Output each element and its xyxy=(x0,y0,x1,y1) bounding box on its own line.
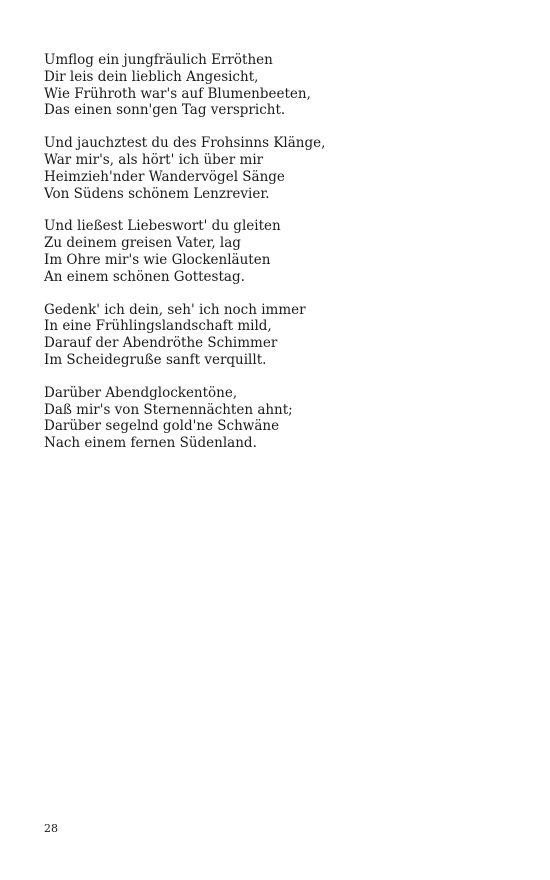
poem-line: Von Südens schönem Lenzrevier. xyxy=(44,185,270,202)
poem-line: Und ließest Liebeswort' du gleiten xyxy=(44,218,281,235)
poem-line: Zu deinem greisen Vater, lag xyxy=(44,235,241,252)
poem-line: In eine Frühlingslandschaft mild, xyxy=(44,318,272,335)
poem-line: Das einen sonn'gen Tag verspricht. xyxy=(44,102,286,119)
poem-line: Umflog ein jungfräulich Erröthen xyxy=(44,52,273,68)
poem-line: Wie Frühroth war's auf Blumenbeeten, xyxy=(44,85,311,102)
poem-line: Und jauchztest du des Frohsinns Klänge, xyxy=(44,135,326,152)
poem-line: Gedenk' ich dein, seh' ich noch immer xyxy=(44,301,306,318)
poem-line: Darüber Abendglockentöne, xyxy=(44,384,238,401)
poem-line: Im Ohre mir's wie Glockenläuten xyxy=(44,251,271,268)
poem-line: Dir leis dein lieblich Angesicht, xyxy=(44,68,259,85)
poem-line: An einem schönen Gottestag. xyxy=(44,268,245,285)
poem xyxy=(44,52,504,468)
poem-line: Daß mir's von Sternennächten ahnt; xyxy=(44,401,293,418)
stanza-4 xyxy=(44,302,504,369)
poem-line: Im Scheidegruße sanft verquillt. xyxy=(44,351,267,368)
poem-line: Nach einem fernen Südenland. xyxy=(44,435,257,452)
stanza-2 xyxy=(44,135,504,202)
stanza-5 xyxy=(44,385,504,452)
poem-line: Darüber segelnd gold'ne Schwäne xyxy=(44,418,280,435)
page-number: 28 xyxy=(44,822,58,835)
poem-line: War mir's, als hört' ich über mir xyxy=(44,151,264,168)
stanza-3 xyxy=(44,218,504,285)
poem-line: Darauf der Abendröthe Schimmer xyxy=(44,335,278,352)
stanza-1 xyxy=(44,52,504,119)
poem-line: Heimzieh'nder Wandervögel Sänge xyxy=(44,168,285,185)
